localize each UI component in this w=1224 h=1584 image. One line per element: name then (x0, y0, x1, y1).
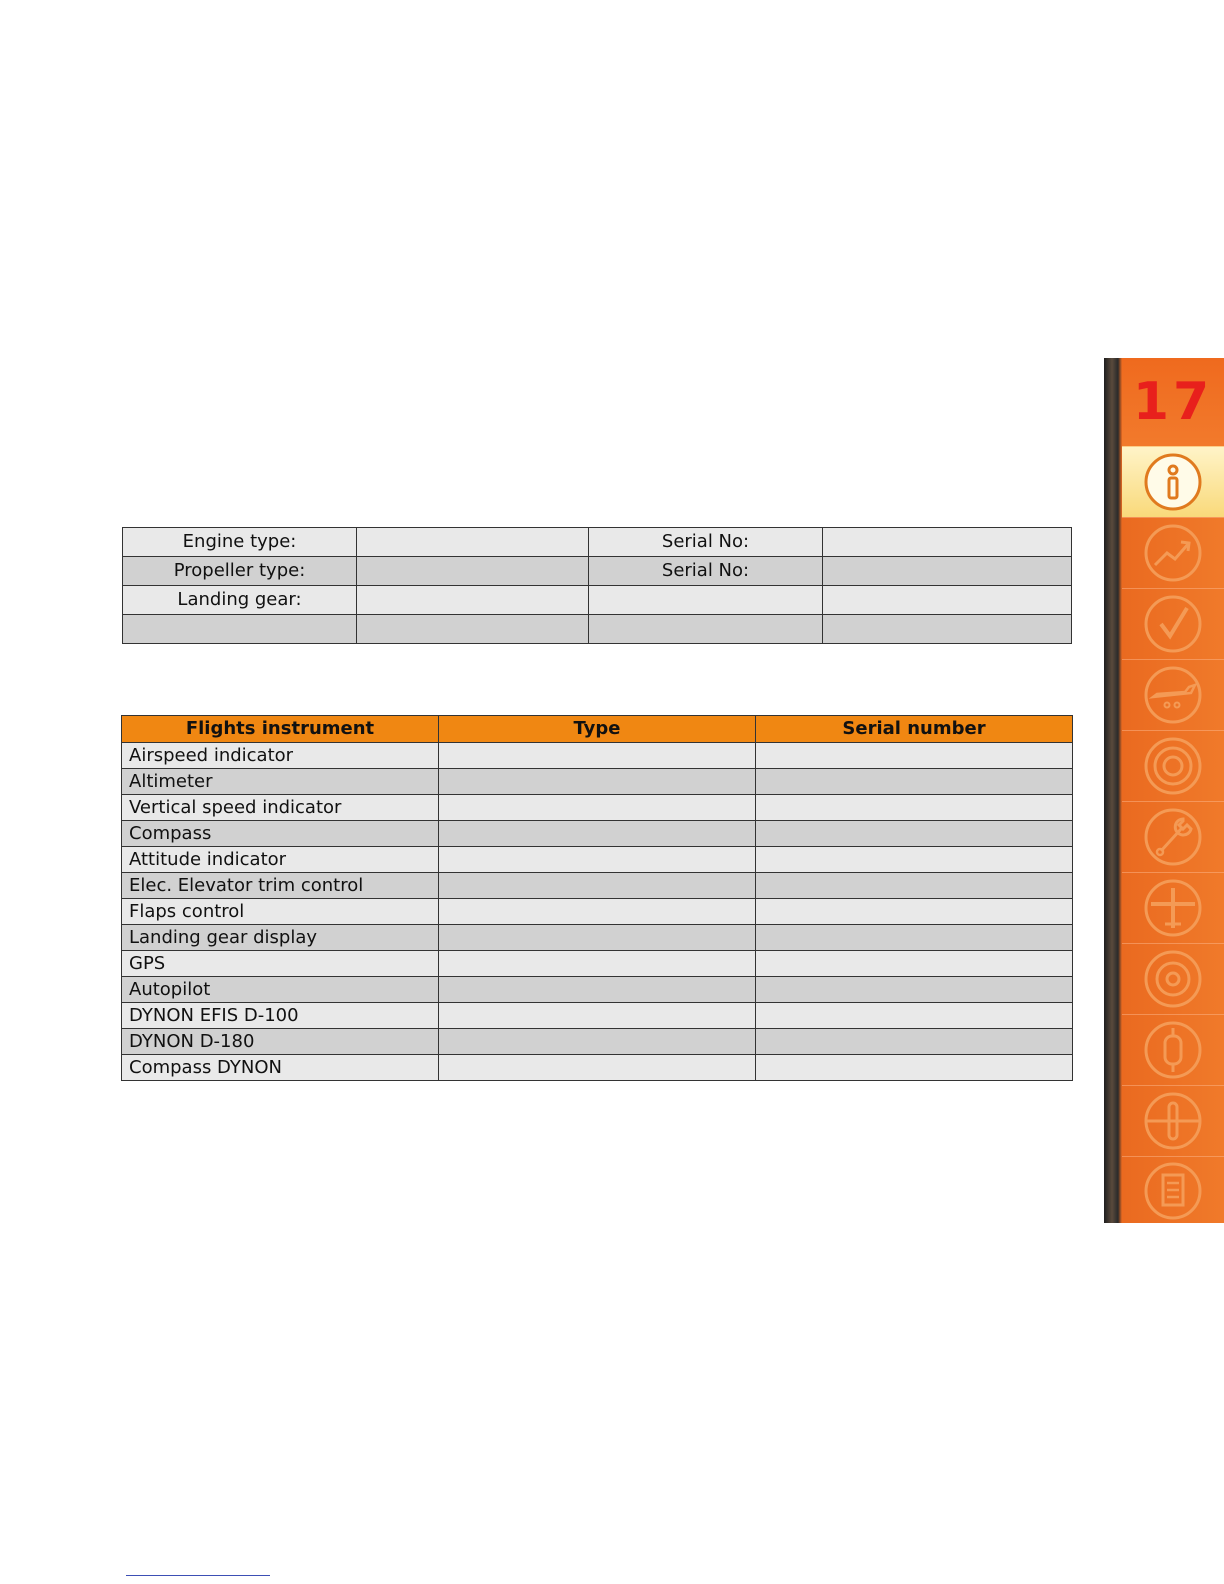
table-row (122, 1003, 1073, 1029)
instrument-serial-cell[interactable] (756, 821, 1073, 847)
propeller-serial-label: Serial No: (589, 557, 823, 586)
landing-gear-label: Landing gear: (123, 586, 357, 615)
table-row (122, 951, 1073, 977)
engine-icon (1143, 1020, 1203, 1080)
tab-performance[interactable] (1122, 517, 1224, 588)
instrument-serial-cell[interactable] (756, 1029, 1073, 1055)
instrument-serial-cell[interactable] (756, 769, 1073, 795)
instrument-name-cell: Altimeter (122, 769, 439, 795)
chapter-tab-strip (1104, 358, 1224, 1223)
airplane-icon (1143, 665, 1203, 725)
instrument-name-cell: GPS (122, 951, 439, 977)
instrument-type-cell[interactable] (439, 873, 756, 899)
instrument-type-cell[interactable] (439, 847, 756, 873)
instrument-serial-cell[interactable] (756, 873, 1073, 899)
flight-instruments-table (121, 715, 1073, 1081)
chapter-number: 17 (1122, 358, 1224, 446)
instrument-type-cell[interactable] (439, 925, 756, 951)
instrument-name-cell: Attitude indicator (122, 847, 439, 873)
instrument-type-cell[interactable] (439, 1029, 756, 1055)
table-row (122, 847, 1073, 873)
table-row (123, 615, 1072, 644)
table-row (122, 925, 1073, 951)
info-icon (1143, 452, 1203, 512)
instrument-serial-cell[interactable] (756, 925, 1073, 951)
table-row (122, 821, 1073, 847)
tab-wheels[interactable] (1122, 943, 1224, 1014)
instrument-type-cell[interactable] (439, 951, 756, 977)
table-row (122, 743, 1073, 769)
engine-type-value[interactable] (357, 528, 589, 557)
table-row (122, 977, 1073, 1003)
tab-checklist[interactable] (1122, 588, 1224, 659)
instrument-name-cell: Vertical speed indicator (122, 795, 439, 821)
instrument-name-cell: DYNON EFIS D-100 (122, 1003, 439, 1029)
engine-info-table (122, 527, 1072, 644)
propeller-type-value[interactable] (357, 557, 589, 586)
column-header-instrument: Flights instrument (122, 716, 439, 743)
instrument-type-cell[interactable] (439, 899, 756, 925)
instrument-serial-cell[interactable] (756, 977, 1073, 1003)
table-row (123, 528, 1072, 557)
document-icon (1143, 1161, 1203, 1221)
table-cell[interactable] (123, 615, 357, 644)
tab-aircraft-description[interactable] (1122, 872, 1224, 943)
table-row (122, 795, 1073, 821)
performance-chart-icon (1143, 523, 1203, 583)
wheel-icon (1143, 949, 1203, 1009)
table-row (122, 899, 1073, 925)
instrument-serial-cell[interactable] (756, 1003, 1073, 1029)
tab-maintenance[interactable] (1122, 801, 1224, 872)
tab-airplane[interactable] (1122, 659, 1224, 730)
table-cell[interactable] (589, 615, 823, 644)
table-row (122, 769, 1073, 795)
instrument-name-cell: Compass (122, 821, 439, 847)
table-cell[interactable] (589, 586, 823, 615)
propeller-icon (1143, 1091, 1203, 1151)
table-row (122, 1055, 1073, 1081)
tab-engine[interactable] (1122, 1014, 1224, 1085)
instrument-serial-cell[interactable] (756, 899, 1073, 925)
propeller-serial-value[interactable] (823, 557, 1072, 586)
footer-rule (126, 1575, 270, 1576)
tab-info[interactable] (1122, 446, 1224, 517)
instrument-name-cell: Elec. Elevator trim control (122, 873, 439, 899)
instrument-serial-cell[interactable] (756, 847, 1073, 873)
checklist-icon (1143, 594, 1203, 654)
engine-type-label: Engine type: (123, 528, 357, 557)
lifebuoy-icon (1143, 736, 1203, 796)
wrench-icon (1143, 807, 1203, 867)
column-header-serial-number: Serial number (756, 716, 1073, 743)
instrument-name-cell: Airspeed indicator (122, 743, 439, 769)
instrument-type-cell[interactable] (439, 743, 756, 769)
propeller-type-label: Propeller type: (123, 557, 357, 586)
instrument-type-cell[interactable] (439, 977, 756, 1003)
instrument-serial-cell[interactable] (756, 951, 1073, 977)
instrument-type-cell[interactable] (439, 1055, 756, 1081)
instrument-name-cell: Flaps control (122, 899, 439, 925)
instrument-type-cell[interactable] (439, 795, 756, 821)
column-header-type: Type (439, 716, 756, 743)
table-row (123, 557, 1072, 586)
instrument-serial-cell[interactable] (756, 743, 1073, 769)
aircraft-top-view-icon (1143, 878, 1203, 938)
table-header-row (122, 716, 1073, 743)
instrument-serial-cell[interactable] (756, 795, 1073, 821)
table-cell[interactable] (823, 586, 1072, 615)
table-row (123, 586, 1072, 615)
tab-documents[interactable] (1122, 1156, 1224, 1224)
instrument-name-cell: Autopilot (122, 977, 439, 1003)
engine-serial-value[interactable] (823, 528, 1072, 557)
instrument-serial-cell[interactable] (756, 1055, 1073, 1081)
instrument-type-cell[interactable] (439, 769, 756, 795)
tab-propeller[interactable] (1122, 1085, 1224, 1156)
instrument-type-cell[interactable] (439, 1003, 756, 1029)
tab-emergency[interactable] (1122, 730, 1224, 801)
instruments-table-body (122, 743, 1073, 1081)
instrument-type-cell[interactable] (439, 821, 756, 847)
table-row (122, 1029, 1073, 1055)
instrument-name-cell: DYNON D-180 (122, 1029, 439, 1055)
table-row (122, 873, 1073, 899)
instrument-name-cell: Compass DYNON (122, 1055, 439, 1081)
landing-gear-value[interactable] (357, 586, 589, 615)
instrument-name-cell: Landing gear display (122, 925, 439, 951)
table-cell[interactable] (823, 615, 1072, 644)
table-cell[interactable] (357, 615, 589, 644)
engine-serial-label: Serial No: (589, 528, 823, 557)
